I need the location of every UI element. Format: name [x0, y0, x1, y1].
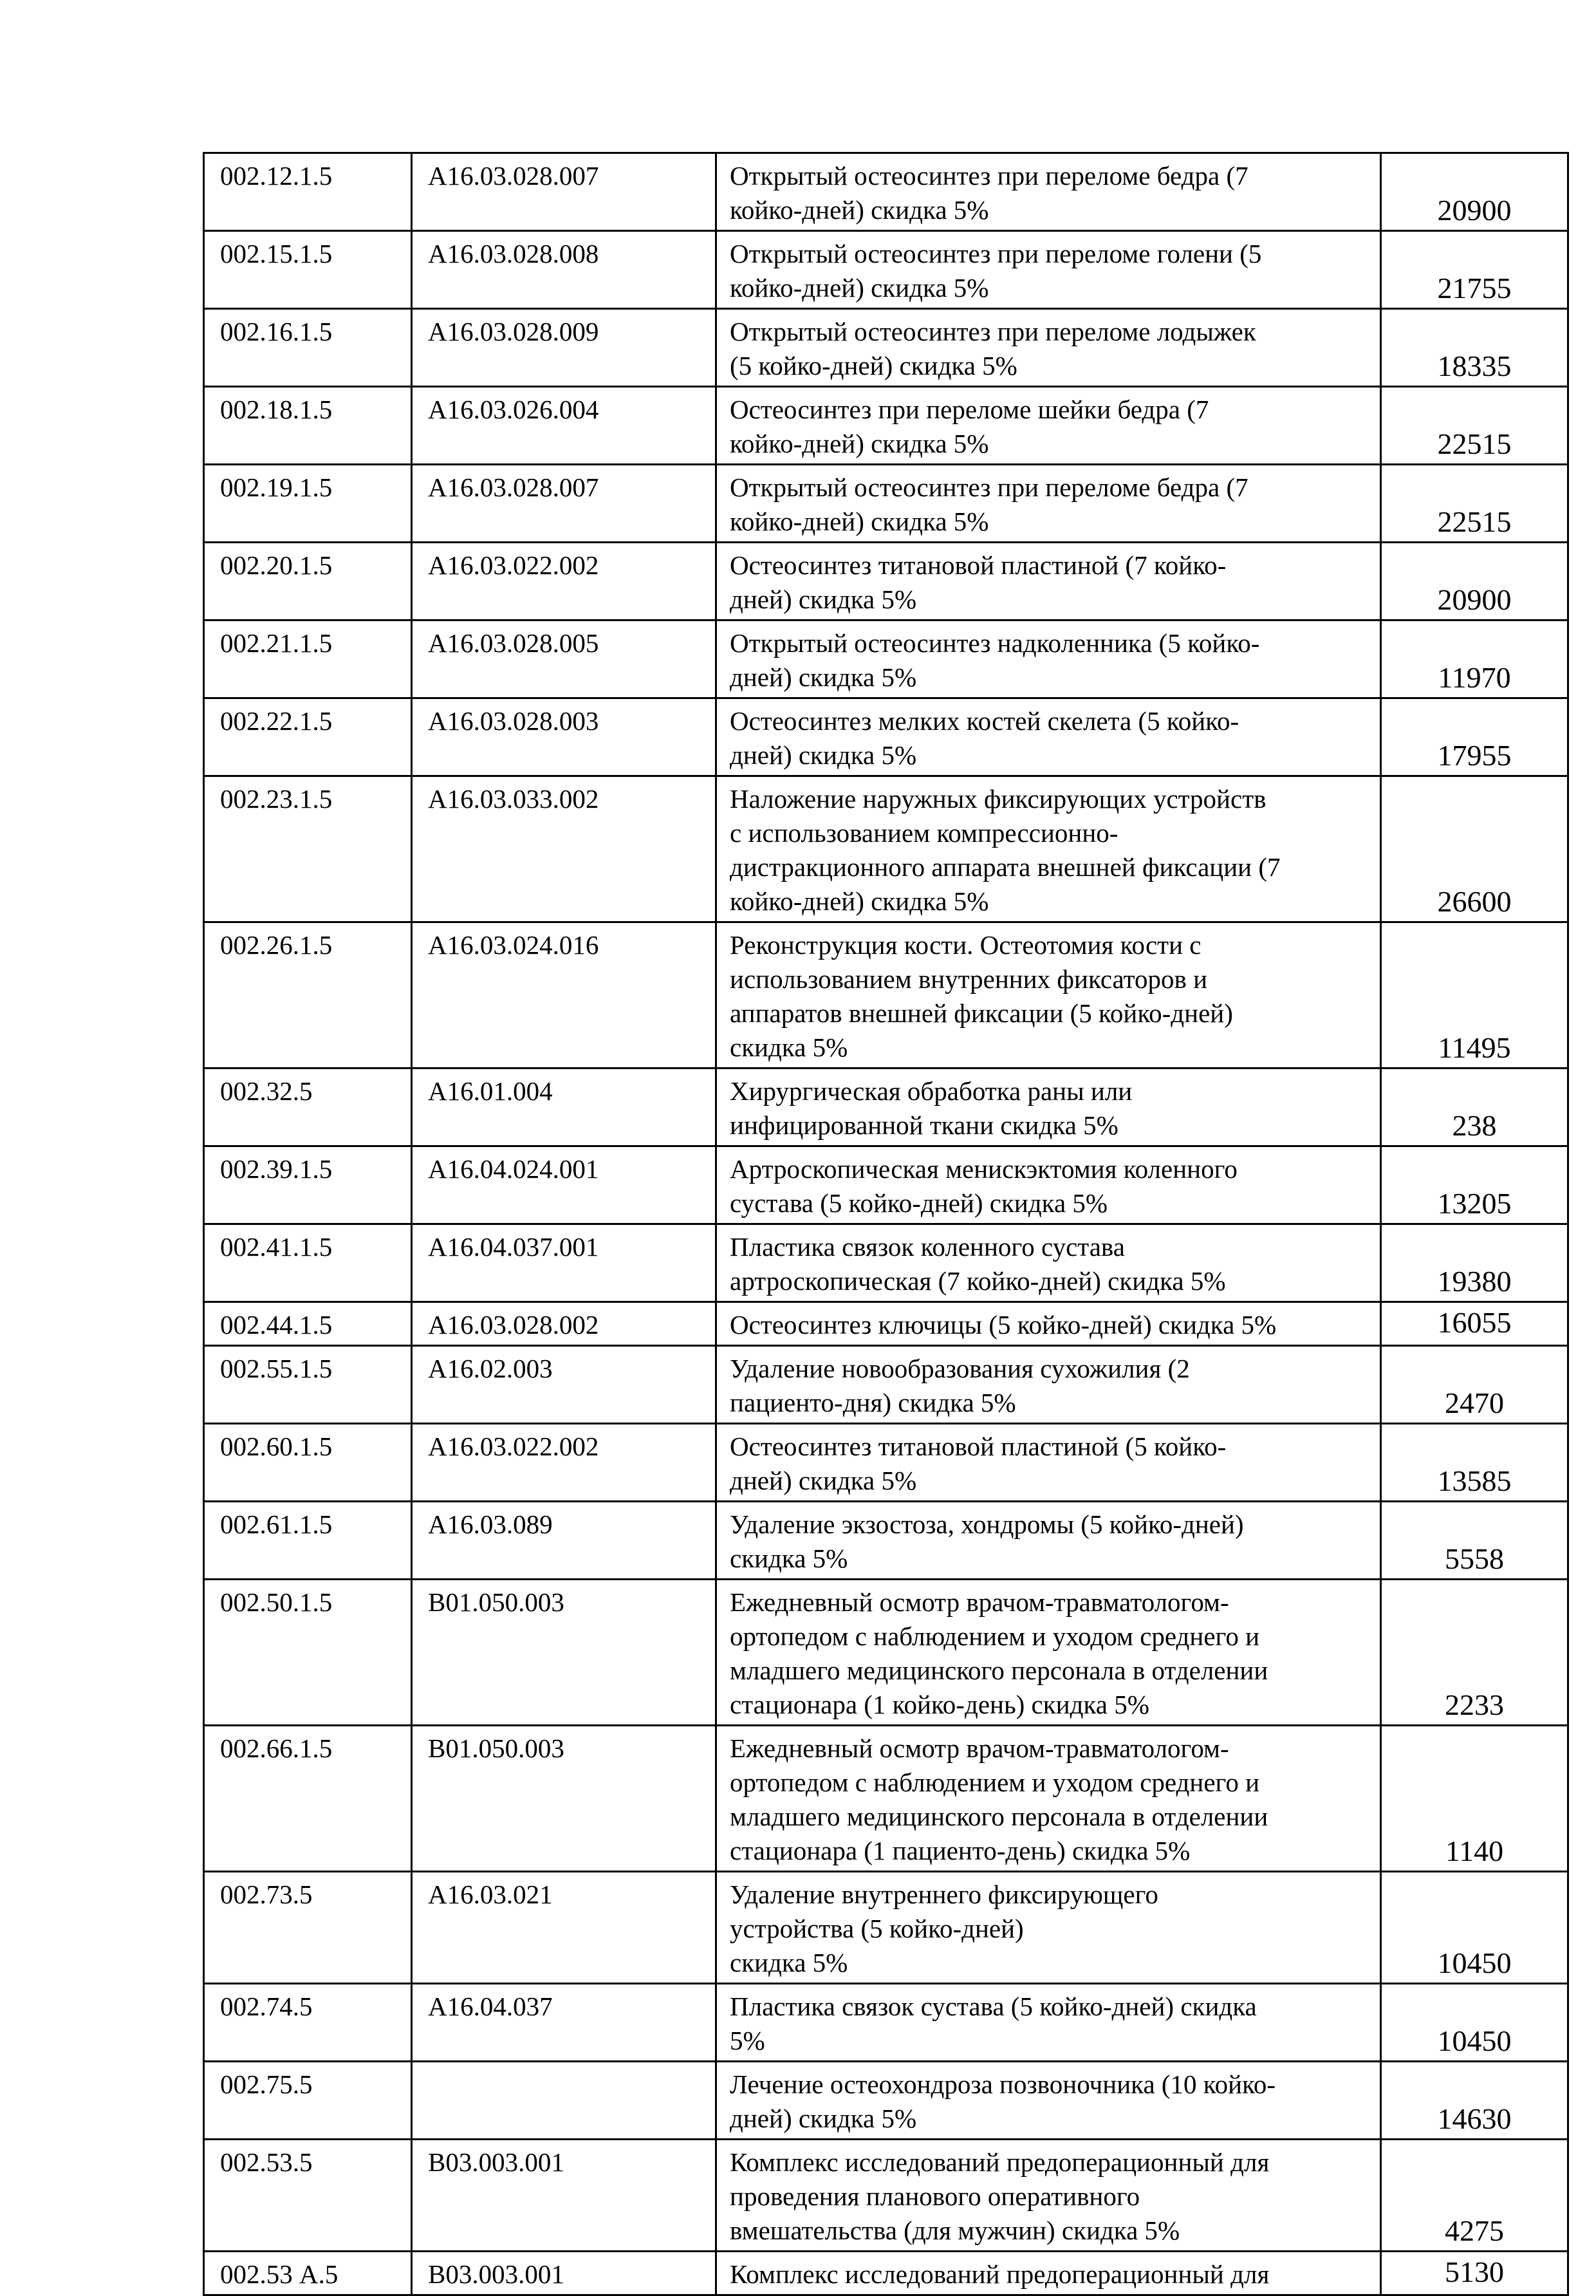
table-row: [204, 2062, 1568, 2140]
row-code: 002.21.1.5: [204, 621, 412, 698]
row-price: 2233: [1381, 1580, 1568, 1726]
row-code: 002.23.1.5: [204, 776, 412, 922]
table-row: [204, 1346, 1568, 1424]
row-service-code: B01.050.003: [412, 1726, 716, 1872]
row-description: Пластика связок коленного сустава артроскопическая (7 койко-дней) скидка 5%: [716, 1224, 1381, 1302]
row-service-code: A16.03.024.016: [412, 922, 716, 1069]
row-price: 5558: [1381, 1502, 1568, 1580]
table-row: [204, 1224, 1568, 1302]
table-row: [204, 1872, 1568, 1984]
row-price: 22515: [1381, 465, 1568, 543]
row-service-code: [412, 2062, 716, 2140]
row-description: Удаление новообразования сухожилия (2 пациенто-дня) скидка 5%: [716, 1346, 1381, 1424]
row-description: Открытый остеосинтез при переломе бедра (7 койко-дней) скидка 5%: [716, 465, 1381, 543]
table-row: [204, 153, 1568, 231]
row-price: 14630: [1381, 2062, 1568, 2140]
table-row: [204, 1984, 1568, 2062]
row-code: 002.73.5: [204, 1872, 412, 1984]
row-description: Остеосинтез титановой пластиной (5 койко- дней) скидка 5%: [716, 1424, 1381, 1502]
row-price: 26600: [1381, 776, 1568, 922]
row-price: 5130: [1381, 2252, 1568, 2295]
row-description: Ежедневный осмотр врачом-травматологом- ортопедом с наблюдением и уходом среднего и младшего медицинского персонала в отделении стационара (1 пациенто-день) скидка 5%: [716, 1726, 1381, 1872]
row-description: Остеосинтез мелких костей скелета (5 койко- дней) скидка 5%: [716, 698, 1381, 776]
row-description: Удаление внутреннего фиксирующего устройства (5 койко-дней) скидка 5%: [716, 1872, 1381, 1984]
row-description: Артроскопическая менискэктомия коленного сустава (5 койко-дней) скидка 5%: [716, 1146, 1381, 1224]
table-row: [204, 1146, 1568, 1224]
row-code: 002.60.1.5: [204, 1424, 412, 1502]
row-price: 238: [1381, 1069, 1568, 1146]
row-description: Наложение наружных фиксирующих устройств с использованием компрессионно- дистракционного аппарата внешней фиксации (7 койко-дней) скидка 5%: [716, 776, 1381, 922]
row-price: 2470: [1381, 1346, 1568, 1424]
row-service-code: A16.03.028.009: [412, 309, 716, 387]
row-service-code: A16.03.021: [412, 1872, 716, 1984]
table-row: [204, 231, 1568, 309]
price-table: [203, 152, 1569, 2296]
row-price: 19380: [1381, 1224, 1568, 1302]
row-description: Остеосинтез при переломе шейки бедра (7 койко-дней) скидка 5%: [716, 387, 1381, 465]
row-service-code: A16.03.089: [412, 1502, 716, 1580]
table-row: [204, 621, 1568, 698]
row-service-code: B03.003.001: [412, 2140, 716, 2252]
row-code: 002.66.1.5: [204, 1726, 412, 1872]
table-row: [204, 1424, 1568, 1502]
row-price: 13205: [1381, 1146, 1568, 1224]
row-code: 002.55.1.5: [204, 1346, 412, 1424]
row-price: 4275: [1381, 2140, 1568, 2252]
row-description: Хирургическая обработка раны или инфицированной ткани скидка 5%: [716, 1069, 1381, 1146]
row-description: Открытый остеосинтез надколенника (5 койко- дней) скидка 5%: [716, 621, 1381, 698]
row-code: 002.26.1.5: [204, 922, 412, 1069]
row-price: 10450: [1381, 1872, 1568, 1984]
row-code: 002.61.1.5: [204, 1502, 412, 1580]
row-price: 18335: [1381, 309, 1568, 387]
row-service-code: A16.04.037.001: [412, 1224, 716, 1302]
table-row: [204, 1302, 1568, 1346]
row-code: 002.32.5: [204, 1069, 412, 1146]
row-description: Открытый остеосинтез при переломе голени (5 койко-дней) скидка 5%: [716, 231, 1381, 309]
row-description: Удаление экзостоза, хондромы (5 койко-дней) скидка 5%: [716, 1502, 1381, 1580]
table-row: [204, 1726, 1568, 1872]
table-row: [204, 465, 1568, 543]
row-code: 002.18.1.5: [204, 387, 412, 465]
row-service-code: A16.01.004: [412, 1069, 716, 1146]
row-service-code: A16.03.028.007: [412, 153, 716, 231]
row-price: 11495: [1381, 922, 1568, 1069]
row-service-code: B03.003.001: [412, 2252, 716, 2295]
table-row: [204, 2252, 1568, 2295]
row-service-code: A16.03.033.002: [412, 776, 716, 922]
row-service-code: A16.04.037: [412, 1984, 716, 2062]
row-code: 002.16.1.5: [204, 309, 412, 387]
row-code: 002.39.1.5: [204, 1146, 412, 1224]
row-price: 22515: [1381, 387, 1568, 465]
row-service-code: A16.03.028.003: [412, 698, 716, 776]
row-code: 002.41.1.5: [204, 1224, 412, 1302]
table-row: [204, 1502, 1568, 1580]
row-service-code: A16.04.024.001: [412, 1146, 716, 1224]
row-service-code: A16.03.028.008: [412, 231, 716, 309]
row-service-code: A16.03.028.005: [412, 621, 716, 698]
row-code: 002.19.1.5: [204, 465, 412, 543]
row-code: 002.74.5: [204, 1984, 412, 2062]
table-row: [204, 922, 1568, 1069]
row-description: Комплекс исследований предоперационный для: [716, 2252, 1381, 2295]
row-description: Пластика связок сустава (5 койко-дней) скидка 5%: [716, 1984, 1381, 2062]
row-code: 002.53.5: [204, 2140, 412, 2252]
row-price: 16055: [1381, 1302, 1568, 1346]
row-code: 002.22.1.5: [204, 698, 412, 776]
table-row: [204, 776, 1568, 922]
row-description: Открытый остеосинтез при переломе лодыжек (5 койко-дней) скидка 5%: [716, 309, 1381, 387]
row-service-code: A16.03.028.002: [412, 1302, 716, 1346]
row-code: 002.53 А.5: [204, 2252, 412, 2295]
row-description: Ежедневный осмотр врачом-травматологом- ортопедом с наблюдением и уходом среднего и младшего медицинского персонала в отделении стационара (1 койко-день) скидка 5%: [716, 1580, 1381, 1726]
row-price: 10450: [1381, 1984, 1568, 2062]
row-code: 002.44.1.5: [204, 1302, 412, 1346]
row-price: 13585: [1381, 1424, 1568, 1502]
row-price: 1140: [1381, 1726, 1568, 1872]
row-description: Реконструкция кости. Остеотомия кости с использованием внутренних фиксаторов и аппаратов внешней фиксации (5 койко-дней) скидка 5%: [716, 922, 1381, 1069]
row-price: 20900: [1381, 153, 1568, 231]
table-row: [204, 2140, 1568, 2252]
row-service-code: A16.03.026.004: [412, 387, 716, 465]
row-service-code: A16.03.022.002: [412, 543, 716, 621]
row-code: 002.12.1.5: [204, 153, 412, 231]
row-code: 002.50.1.5: [204, 1580, 412, 1726]
row-description: Лечение остеохондроза позвоночника (10 койко- дней) скидка 5%: [716, 2062, 1381, 2140]
row-service-code: A16.03.022.002: [412, 1424, 716, 1502]
table-row: [204, 1069, 1568, 1146]
row-code: 002.15.1.5: [204, 231, 412, 309]
row-description: Остеосинтез ключицы (5 койко-дней) скидка 5%: [716, 1302, 1381, 1346]
row-service-code: A16.03.028.007: [412, 465, 716, 543]
row-description: Открытый остеосинтез при переломе бедра (7 койко-дней) скидка 5%: [716, 153, 1381, 231]
row-description: Остеосинтез титановой пластиной (7 койко- дней) скидка 5%: [716, 543, 1381, 621]
row-service-code: A16.02.003: [412, 1346, 716, 1424]
row-service-code: B01.050.003: [412, 1580, 716, 1726]
row-price: 21755: [1381, 231, 1568, 309]
row-code: 002.75.5: [204, 2062, 412, 2140]
table-row: [204, 309, 1568, 387]
row-code: 002.20.1.5: [204, 543, 412, 621]
table-row: [204, 1580, 1568, 1726]
table-row: [204, 387, 1568, 465]
row-price: 11970: [1381, 621, 1568, 698]
row-description: Комплекс исследований предоперационный для проведения планового оперативного вмешательства (для мужчин) скидка 5%: [716, 2140, 1381, 2252]
table-row: [204, 543, 1568, 621]
row-price: 17955: [1381, 698, 1568, 776]
row-price: 20900: [1381, 543, 1568, 621]
table-row: [204, 698, 1568, 776]
